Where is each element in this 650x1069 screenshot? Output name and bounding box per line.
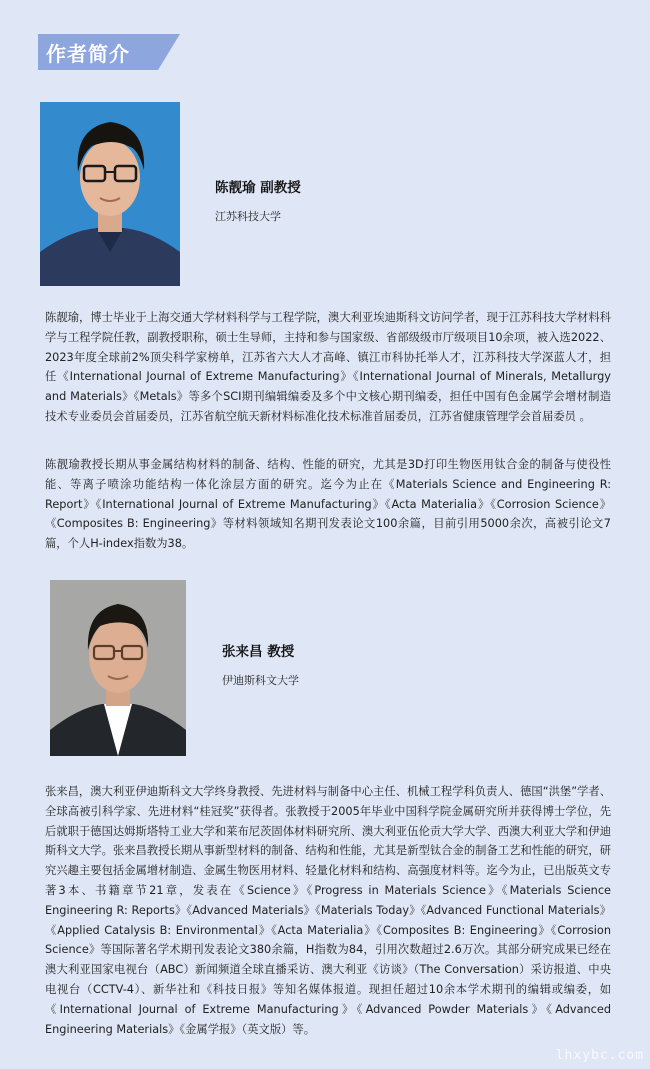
author-1-name: 陈靓瑜 副教授 xyxy=(215,180,301,196)
author-2-bio-paragraph-1: 张来昌，澳大利亚伊迪斯科文大学终身教授、先进材料与制备中心主任、机械工程学科负责人、德国“洪堡”学者、全球高被引科学家、先进材料“桂冠奖”获得者。张教授于2005年毕业中国科学院金属研究所并获得博士学位，先后就职于德国达姆斯塔特工业大学和莱布尼茨固体材料研究所、澳大利亚伍伦贡大学大学、西澳大利亚大学和伊迪斯科文大学。张来昌教授长期从事新型材料的制备、结构和性能，尤其是新型钛合金的制备工艺和性能的研究，研究兴趣主要包括金属增材制造、金属生物医用材料、轻量化材料和结构、高强度材料等。迄今为止，已出版英文专著3本、书籍章节21章，发表在《Science》《Progress in Materials Science》《Materials Science Engineering R: Reports》《Advanced Materials》《Materials Today》《Advanced Functional Materials》《Applied Catalysis B: Environmental》《Acta Materialia》《Composites B: Engineering》《Corrosion Science》等国际著名学术期刊发表论文380余篇，H指数为84，引用次数超过2.6万次。其部分研究成果已经在澳大利亚国家电视台（ABC）新闻频道全球直播采访、澳大利亚《访谈》（The Conversation）采访报道、中央电视台（CCTV-4）、新华社和《科技日报》等知名媒体报道。现担任超过10余本学术期刊的编辑或编委，如《International Journal of Extreme Manufacturing》《Advanced Powder Materials》《Advanced Engineering Materials》《金属学报》（英文版）等。 xyxy=(45,785,611,1036)
section-banner xyxy=(38,34,180,70)
author-1-affiliation: 江苏科技大学 xyxy=(215,210,281,223)
watermark: lhxybc.com xyxy=(555,1048,644,1063)
author-photo-2 xyxy=(50,580,186,756)
section-title: 作者简介 xyxy=(46,42,130,66)
author-1-header xyxy=(215,176,301,224)
author-photo-1 xyxy=(40,102,180,286)
author-1-bio-paragraph-1: 陈靓瑜，博士毕业于上海交通大学材料科学与工程学院，澳大利亚埃迪斯科文访问学者，现于江苏科技大学材料科学与工程学院任教，副教授职称，硕士生导师，主持和参与国家级、省部级级市厅级项目10余项，被入选2022、2023年度全球前2%顶尖科学家榜单，江苏省六大人才高峰、镇江市科协托举人才，江苏科技大学深蓝人才，担任《International Journal of Extreme Manufacturing》《International Journal of Minerals, Metallurgy and Materials》《Metals》等多个SCI期刊编辑编委及多个中文核心期刊编委，担任中国有色金属学会增材制造技术专业委员会首届委员，江苏省航空航天新材料标准化技术标准首届委员，江苏省健康管理学会首届委员 。 xyxy=(45,311,611,423)
author-2-header xyxy=(222,640,299,688)
author-2-name: 张来昌 教授 xyxy=(222,644,295,660)
author-1-bio-paragraph-2: 陈靓瑜教授长期从事金属结构材料的制备、结构、性能的研究，尤其是3D打印生物医用钛合金的制备与使役性能、等离子喷涂功能结构一体化涂层方面的研究。迄今为止在《Materials Science and Engineering R: Report》《International Journal of Extreme Manufacturing》《Acta Materialia》《Corrosion Science》《Composites B: Engineering》等材料领域知名期刊发表论文100余篇，目前引用5000余次，高被引论文7篇，个人H-index指数为38。 xyxy=(45,458,611,551)
author-2-affiliation: 伊迪斯科文大学 xyxy=(222,674,299,687)
